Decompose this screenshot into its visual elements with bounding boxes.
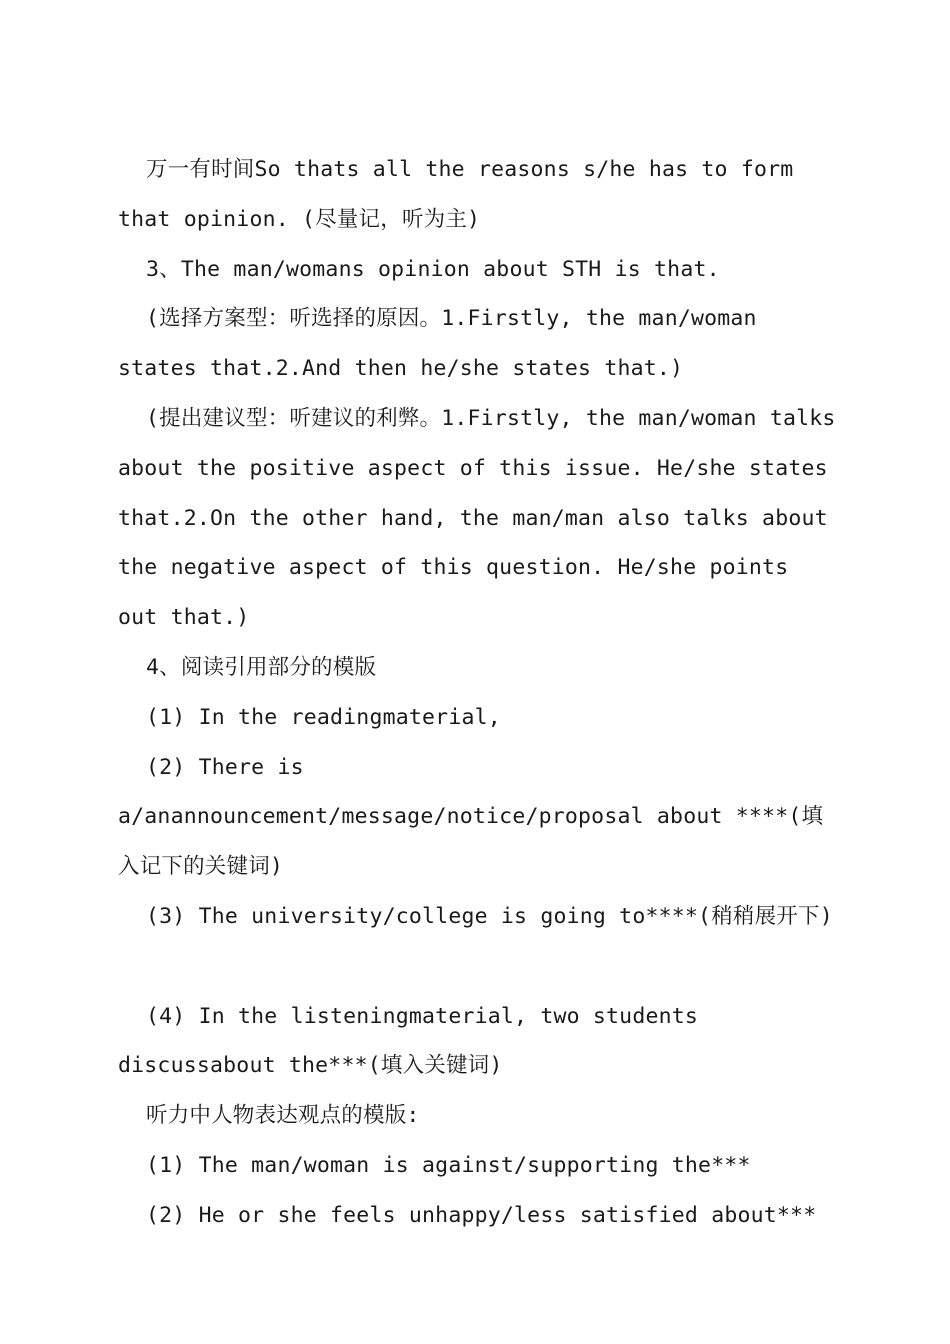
paragraph-listening-item-4: (4) In the listeningmaterial, two students discussabout the***(填入关键词) — [118, 1003, 699, 1079]
paragraph-listening-item-2: (2) He or she feels unhappy/less satisfied about*** — [146, 1202, 817, 1228]
blank-line — [118, 942, 838, 992]
paragraph-choice-type: (选择方案型：听选择的原因。1.Firstly, the man/woman states that.2.And then he/she states that.) — [118, 306, 757, 382]
paragraph-reading-template-heading: 4、阅读引用部分的模版 — [146, 654, 377, 680]
document-body — [118, 145, 838, 1241]
paragraph-opinion-heading: 3、The man/womans opinion about STH is that. — [146, 256, 720, 282]
paragraph-reading-item-3: (3) The university/college is going to****(稍稍展开下) — [146, 903, 833, 929]
paragraph-reading-item-1: (1) In the readingmaterial, — [146, 704, 501, 730]
paragraph-reading-item-2: (2) There is a/anannouncement/message/notice/proposal about ****(填入记下的关键词) — [118, 754, 824, 880]
paragraph-time-note: 万一有时间So thats all the reasons s/he has to form that opinion. (尽量记，听为主) — [118, 157, 794, 232]
paragraph-listening-template-heading: 听力中人物表达观点的模版: — [146, 1103, 420, 1129]
paragraph-suggestion-type: (提出建议型：听建议的利弊。1.Firstly, the man/woman talks about the positive aspect of this issue. He/she states that.2.On the other hand, the man/man also talks about the negative aspect of this question. He/she points out that.) — [118, 405, 836, 631]
paragraph-listening-item-1: (1) The man/woman is against/supporting the*** — [146, 1152, 751, 1178]
